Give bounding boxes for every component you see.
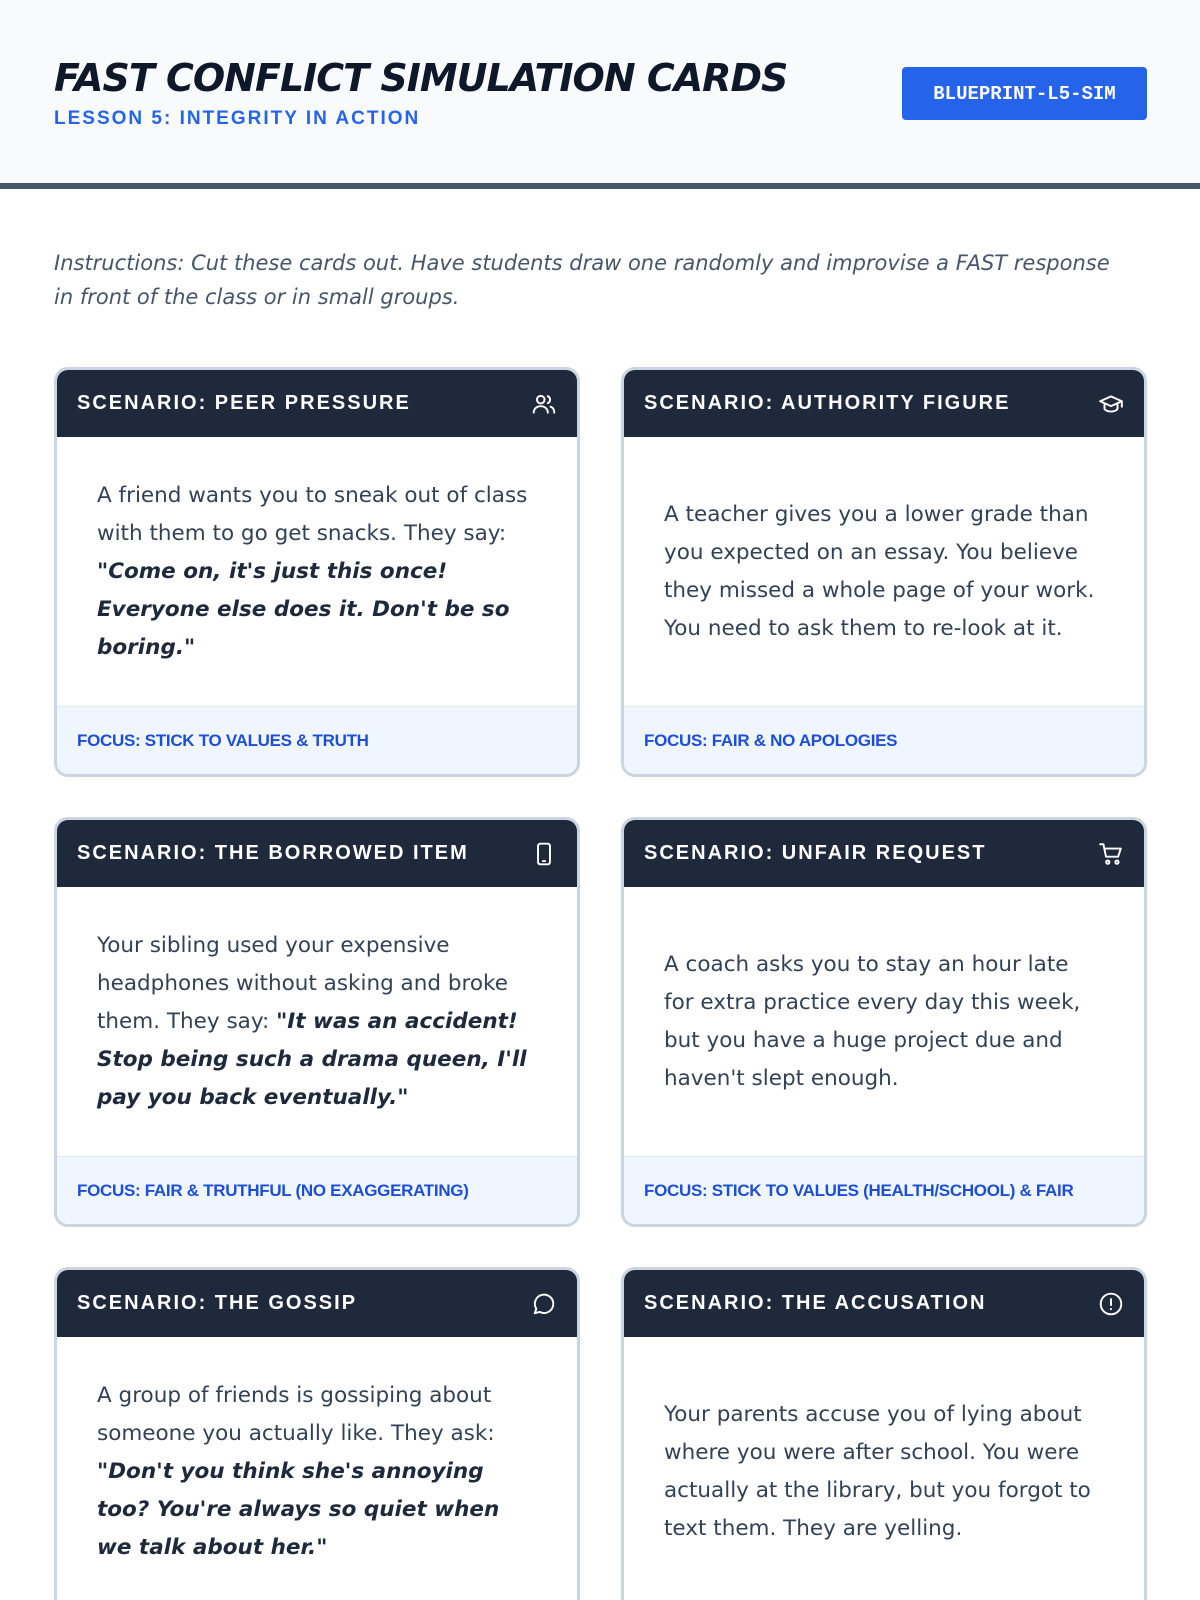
scenario-text: A teacher gives you a lower grade than you expected on an essay. You believe they missed a whole page of your work. You need to ask them to re-look at it. (664, 502, 1095, 641)
instructions-text: Instructions: Cut these cards out. Have students draw one randomly and improvise a FAST response in front of the class or in small groups. (54, 251, 1110, 309)
card-title: SCENARIO: THE GOSSIP (77, 1292, 358, 1314)
scenario-quote: "Don't you think she's annoying too? You're always so quiet when we talk about her." (97, 1459, 500, 1560)
card-body (664, 887, 1104, 1157)
scenario-text: Your parents accuse you of lying about where you were after school. You were actually at the library, but you forgot to text them. They are yelling. (664, 1402, 1091, 1541)
phone-icon (531, 841, 557, 867)
users-icon (531, 391, 557, 417)
chat-bubble-icon (531, 1291, 557, 1317)
scenario-text: A friend wants you to sneak out of class with them to go get snacks. They say: (97, 483, 528, 546)
card-text (664, 1396, 1104, 1548)
scenario-card-unfair-request (621, 817, 1147, 1227)
scenario-card-accusation (621, 1267, 1147, 1600)
card-text (97, 927, 537, 1117)
card-header (57, 1270, 577, 1337)
card-header (57, 820, 577, 887)
card-text (664, 946, 1104, 1098)
card-text (97, 1377, 537, 1567)
scenario-quote: "Come on, it's just this once! Everyone else does it. Don't be so boring." (97, 559, 510, 660)
page-header (0, 0, 1200, 189)
scenario-card-peer-pressure (54, 367, 580, 777)
scenario-card-authority-figure (621, 367, 1147, 777)
card-footer (624, 706, 1144, 774)
scenario-card-gossip (54, 1267, 580, 1600)
card-text (97, 477, 537, 667)
card-body (664, 1337, 1104, 1600)
card-title: SCENARIO: PEER PRESSURE (77, 392, 411, 414)
scenario-card-borrowed-item (54, 817, 580, 1227)
page-subtitle: LESSON 5: INTEGRITY IN ACTION (54, 108, 421, 129)
card-body (97, 1337, 537, 1600)
cart-icon (1098, 841, 1124, 867)
card-text (664, 496, 1104, 648)
card-footer (57, 1156, 577, 1224)
blueprint-code-badge: BLUEPRINT-L5-SIM (902, 67, 1147, 120)
scenario-text: A group of friends is gossiping about someone you actually like. They ask: (97, 1383, 495, 1446)
card-header (624, 1270, 1144, 1337)
card-footer (57, 706, 577, 774)
focus-label: FOCUS: STICK TO VALUES (HEALTH/SCHOOL) & FAIR (644, 1180, 1074, 1200)
focus-label: FOCUS: FAIR & NO APOLOGIES (644, 730, 898, 750)
alert-circle-icon (1098, 1291, 1124, 1317)
scenario-text: A coach asks you to stay an hour late for extra practice every day this week, but you have a huge project due and haven't slept enough. (664, 952, 1081, 1091)
card-title: SCENARIO: THE BORROWED ITEM (77, 842, 469, 864)
page-title: FAST CONFLICT SIMULATION CARDS (54, 56, 788, 100)
card-header (57, 370, 577, 437)
graduation-cap-icon (1098, 391, 1124, 417)
card-body (664, 437, 1104, 707)
scenario-text: Your sibling used your expensive headphones without asking and broke them. They say: (97, 933, 508, 1034)
focus-label: FOCUS: FAIR & TRUTHFUL (NO EXAGGERATING) (77, 1180, 469, 1200)
card-title: SCENARIO: THE ACCUSATION (644, 1292, 987, 1314)
card-footer (624, 1156, 1144, 1224)
card-header (624, 820, 1144, 887)
card-title: SCENARIO: UNFAIR REQUEST (644, 842, 987, 864)
card-body (97, 887, 537, 1157)
scenario-quote: "It was an accident! Stop being such a drama queen, I'll pay you back eventually." (97, 1009, 527, 1110)
card-title: SCENARIO: AUTHORITY FIGURE (644, 392, 1011, 414)
card-body (97, 437, 537, 707)
card-header (624, 370, 1144, 437)
focus-label: FOCUS: STICK TO VALUES & TRUTH (77, 730, 369, 750)
